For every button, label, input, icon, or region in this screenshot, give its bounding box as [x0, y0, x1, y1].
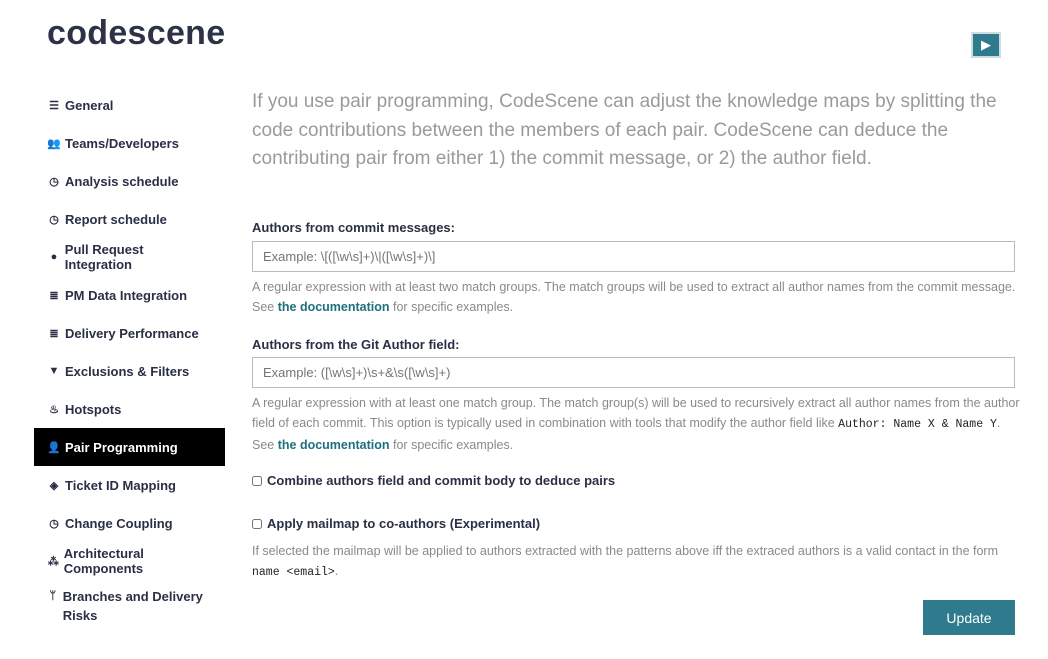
author-code: Author: Name X & Name Y	[838, 418, 997, 431]
play-button[interactable]	[971, 32, 1001, 58]
sidebar-item-label: Report schedule	[65, 211, 167, 227]
sidebar-item-analysis-schedule[interactable]	[34, 162, 225, 200]
sidebar-item-exclusions-filters[interactable]	[34, 352, 225, 390]
sidebar-item-label: PM Data Integration	[65, 287, 188, 303]
mailmap-label: Apply mailmap to co-authors (Experimental)	[267, 516, 541, 531]
sidebar-item-label: Delivery Performance	[65, 325, 199, 341]
sidebar-item-label: Hotspots	[65, 401, 122, 417]
sidebar-item-label: Analysis schedule	[65, 173, 179, 189]
sidebar-item-architectural-components[interactable]	[34, 542, 225, 580]
sidebar-icon: 👤	[47, 441, 61, 454]
commit-messages-label: Authors from commit messages:	[252, 220, 455, 235]
play-icon: ▶	[981, 37, 991, 52]
combine-label: Combine authors field and commit body to deduce pairs	[267, 473, 616, 488]
sidebar-item-pm-data-integration[interactable]	[34, 276, 225, 314]
help-text: A regular expression with at least one match group. The match group(s) will be used to recursively extract all author names from the author field of each commit. This option is typically used in combination with tools that modify the author field like	[252, 396, 1020, 430]
combine-checkbox-row[interactable]	[252, 473, 615, 488]
email-code: name <email>	[252, 566, 335, 579]
sidebar-icon: 👥	[47, 137, 61, 150]
sidebar-item-label: Exclusions & Filters	[65, 363, 190, 379]
sidebar-item-label: Pull Request Integration	[64, 242, 144, 272]
documentation-link[interactable]: the documentation	[277, 438, 390, 452]
sidebar-item-label: Pair Programming	[65, 439, 178, 455]
sidebar-item-delivery-performance[interactable]	[34, 314, 225, 352]
sidebar-icon: ●	[50, 251, 58, 263]
sidebar-item-ticket-id-mapping[interactable]	[34, 466, 225, 504]
commit-messages-help	[252, 277, 1022, 317]
sidebar-item-pair-programming[interactable]	[34, 428, 225, 466]
sidebar-item-label: Branches and Delivery Risks	[62, 589, 203, 623]
sidebar-icon: ◷	[49, 517, 59, 530]
update-button[interactable]: Update	[923, 600, 1015, 635]
help-text: A regular expression with at least two match groups. The match groups will be used to extract all author names from the commit message. See	[252, 280, 1016, 314]
help-text: If selected the mailmap will be applied to authors extracted with the patterns above iff the extraced authors is a valid contact in the form	[252, 544, 999, 558]
sidebar-item-branches-and-delivery-risks[interactable]	[34, 580, 225, 637]
sidebar-icon: ◷	[49, 213, 59, 226]
commit-messages-input[interactable]	[252, 241, 1015, 272]
sidebar-item-label: Ticket ID Mapping	[65, 477, 176, 493]
help-text: for specific examples.	[389, 438, 514, 452]
codescene-logo: codescene	[47, 14, 226, 52]
sidebar-icon: ▼	[48, 365, 60, 377]
sidebar-item-pull-request-integration[interactable]	[34, 238, 225, 276]
sidebar-item-label: Architectural Components	[63, 546, 144, 576]
sidebar-item-label: Teams/Developers	[65, 135, 179, 151]
sidebar-item-label: General	[65, 97, 114, 113]
sidebar	[34, 86, 225, 637]
sidebar-icon: ≣	[49, 289, 59, 302]
sidebar-item-general[interactable]	[34, 86, 225, 124]
mailmap-checkbox-row[interactable]	[252, 516, 540, 531]
intro-text: If you use pair programming, CodeScene can adjust the knowledge maps by splitting the code contributions between the members of each pair. CodeScene can deduce the contributing pair from either 1) the commit message, or 2) the author field.	[252, 91, 997, 169]
help-text: for specific examples.	[389, 300, 514, 314]
sidebar-item-teams-developers[interactable]	[34, 124, 225, 162]
sidebar-icon: ◷	[49, 175, 59, 188]
sidebar-item-hotspots[interactable]	[34, 390, 225, 428]
sidebar-icon: ◈	[49, 479, 59, 492]
sidebar-icon: ᛘ	[49, 590, 57, 602]
git-author-help	[252, 393, 1022, 455]
sidebar-icon: ≣	[49, 327, 59, 340]
mailmap-checkbox[interactable]	[252, 519, 262, 529]
documentation-link[interactable]: the documentation	[277, 300, 390, 314]
help-text: . See	[252, 416, 1001, 452]
git-author-label: Authors from the Git Author field:	[252, 337, 460, 352]
mailmap-help	[252, 541, 1022, 583]
sidebar-icon: ☰	[49, 99, 59, 112]
sidebar-item-report-schedule[interactable]	[34, 200, 225, 238]
git-author-input[interactable]	[252, 357, 1015, 388]
sidebar-icon: ♨	[49, 403, 59, 416]
help-text: .	[334, 564, 339, 578]
sidebar-icon: ⁂	[47, 555, 59, 568]
sidebar-item-change-coupling[interactable]	[34, 504, 225, 542]
combine-checkbox[interactable]	[252, 476, 262, 486]
sidebar-item-label: Change Coupling	[65, 515, 173, 531]
